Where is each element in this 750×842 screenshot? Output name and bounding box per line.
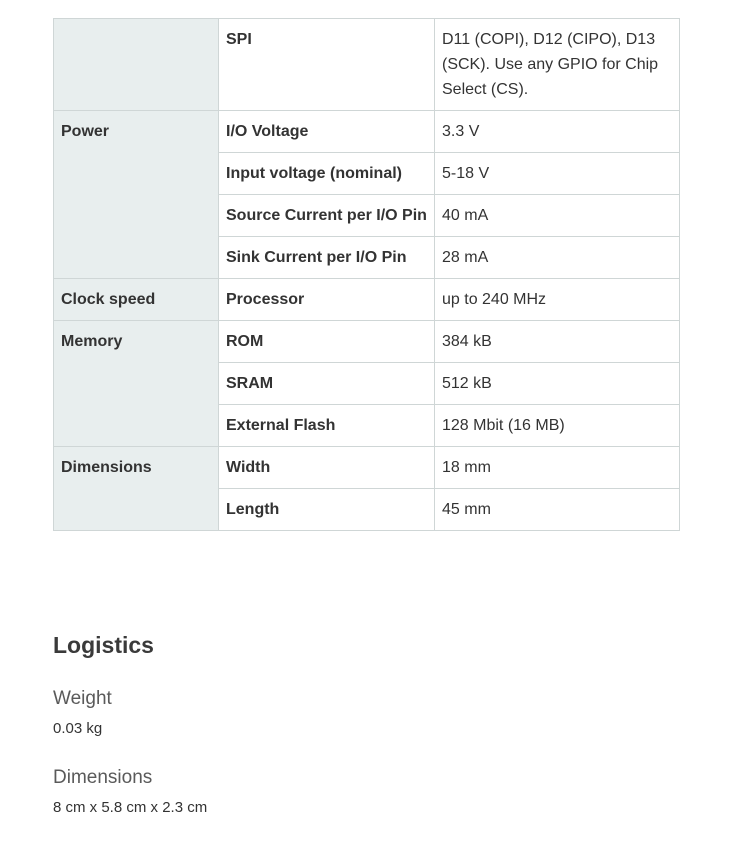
category-cell bbox=[54, 19, 219, 111]
property-cell-input-voltage: Input voltage (nominal) bbox=[219, 153, 435, 195]
dimensions-value: 8 cm x 5.8 cm x 2.3 cm bbox=[53, 799, 208, 816]
value-cell-rom: 384 kB bbox=[435, 321, 680, 363]
weight-value: 0.03 kg bbox=[53, 720, 103, 737]
property-cell-width: Width bbox=[219, 447, 435, 489]
value-cell-sram: 512 kB bbox=[435, 363, 680, 405]
property-cell-source-current: Source Current per I/O Pin bbox=[219, 195, 435, 237]
property-cell-length: Length bbox=[219, 489, 435, 531]
value-cell-length: 45 mm bbox=[435, 489, 680, 531]
category-cell-clock-speed: Clock speed bbox=[54, 279, 219, 321]
property-cell-processor: Processor bbox=[219, 279, 435, 321]
weight-label: Weight bbox=[53, 688, 112, 709]
property-cell-io-voltage: I/O Voltage bbox=[219, 111, 435, 153]
specifications-table bbox=[53, 18, 680, 531]
table-row bbox=[54, 279, 680, 321]
table-row bbox=[54, 321, 680, 363]
dimensions-label: Dimensions bbox=[53, 767, 153, 788]
property-cell-sink-current: Sink Current per I/O Pin bbox=[219, 237, 435, 279]
value-cell-spi: D11 (COPI), D12 (CIPO), D13 (SCK). Use any GPIO for Chip Select (CS). bbox=[435, 19, 680, 111]
value-cell-source-current: 40 mA bbox=[435, 195, 680, 237]
value-cell-processor: up to 240 MHz bbox=[435, 279, 680, 321]
category-cell-power: Power bbox=[54, 111, 219, 279]
table-row bbox=[54, 447, 680, 489]
property-cell-rom: ROM bbox=[219, 321, 435, 363]
value-cell-input-voltage: 5-18 V bbox=[435, 153, 680, 195]
property-cell-sram: SRAM bbox=[219, 363, 435, 405]
logistics-heading: Logistics bbox=[53, 632, 154, 658]
table-row bbox=[54, 19, 680, 111]
value-cell-width: 18 mm bbox=[435, 447, 680, 489]
category-cell-dimensions: Dimensions bbox=[54, 447, 219, 531]
value-cell-io-voltage: 3.3 V bbox=[435, 111, 680, 153]
specifications-table-body bbox=[54, 19, 680, 531]
logistics-section bbox=[53, 630, 693, 816]
weight-block bbox=[53, 687, 112, 739]
value-cell-external-flash: 128 Mbit (16 MB) bbox=[435, 405, 680, 447]
category-cell-memory: Memory bbox=[54, 321, 219, 447]
property-cell-spi: SPI bbox=[219, 19, 435, 111]
dimensions-block bbox=[53, 766, 207, 818]
value-cell-sink-current: 28 mA bbox=[435, 237, 680, 279]
property-cell-external-flash: External Flash bbox=[219, 405, 435, 447]
table-row bbox=[54, 111, 680, 153]
